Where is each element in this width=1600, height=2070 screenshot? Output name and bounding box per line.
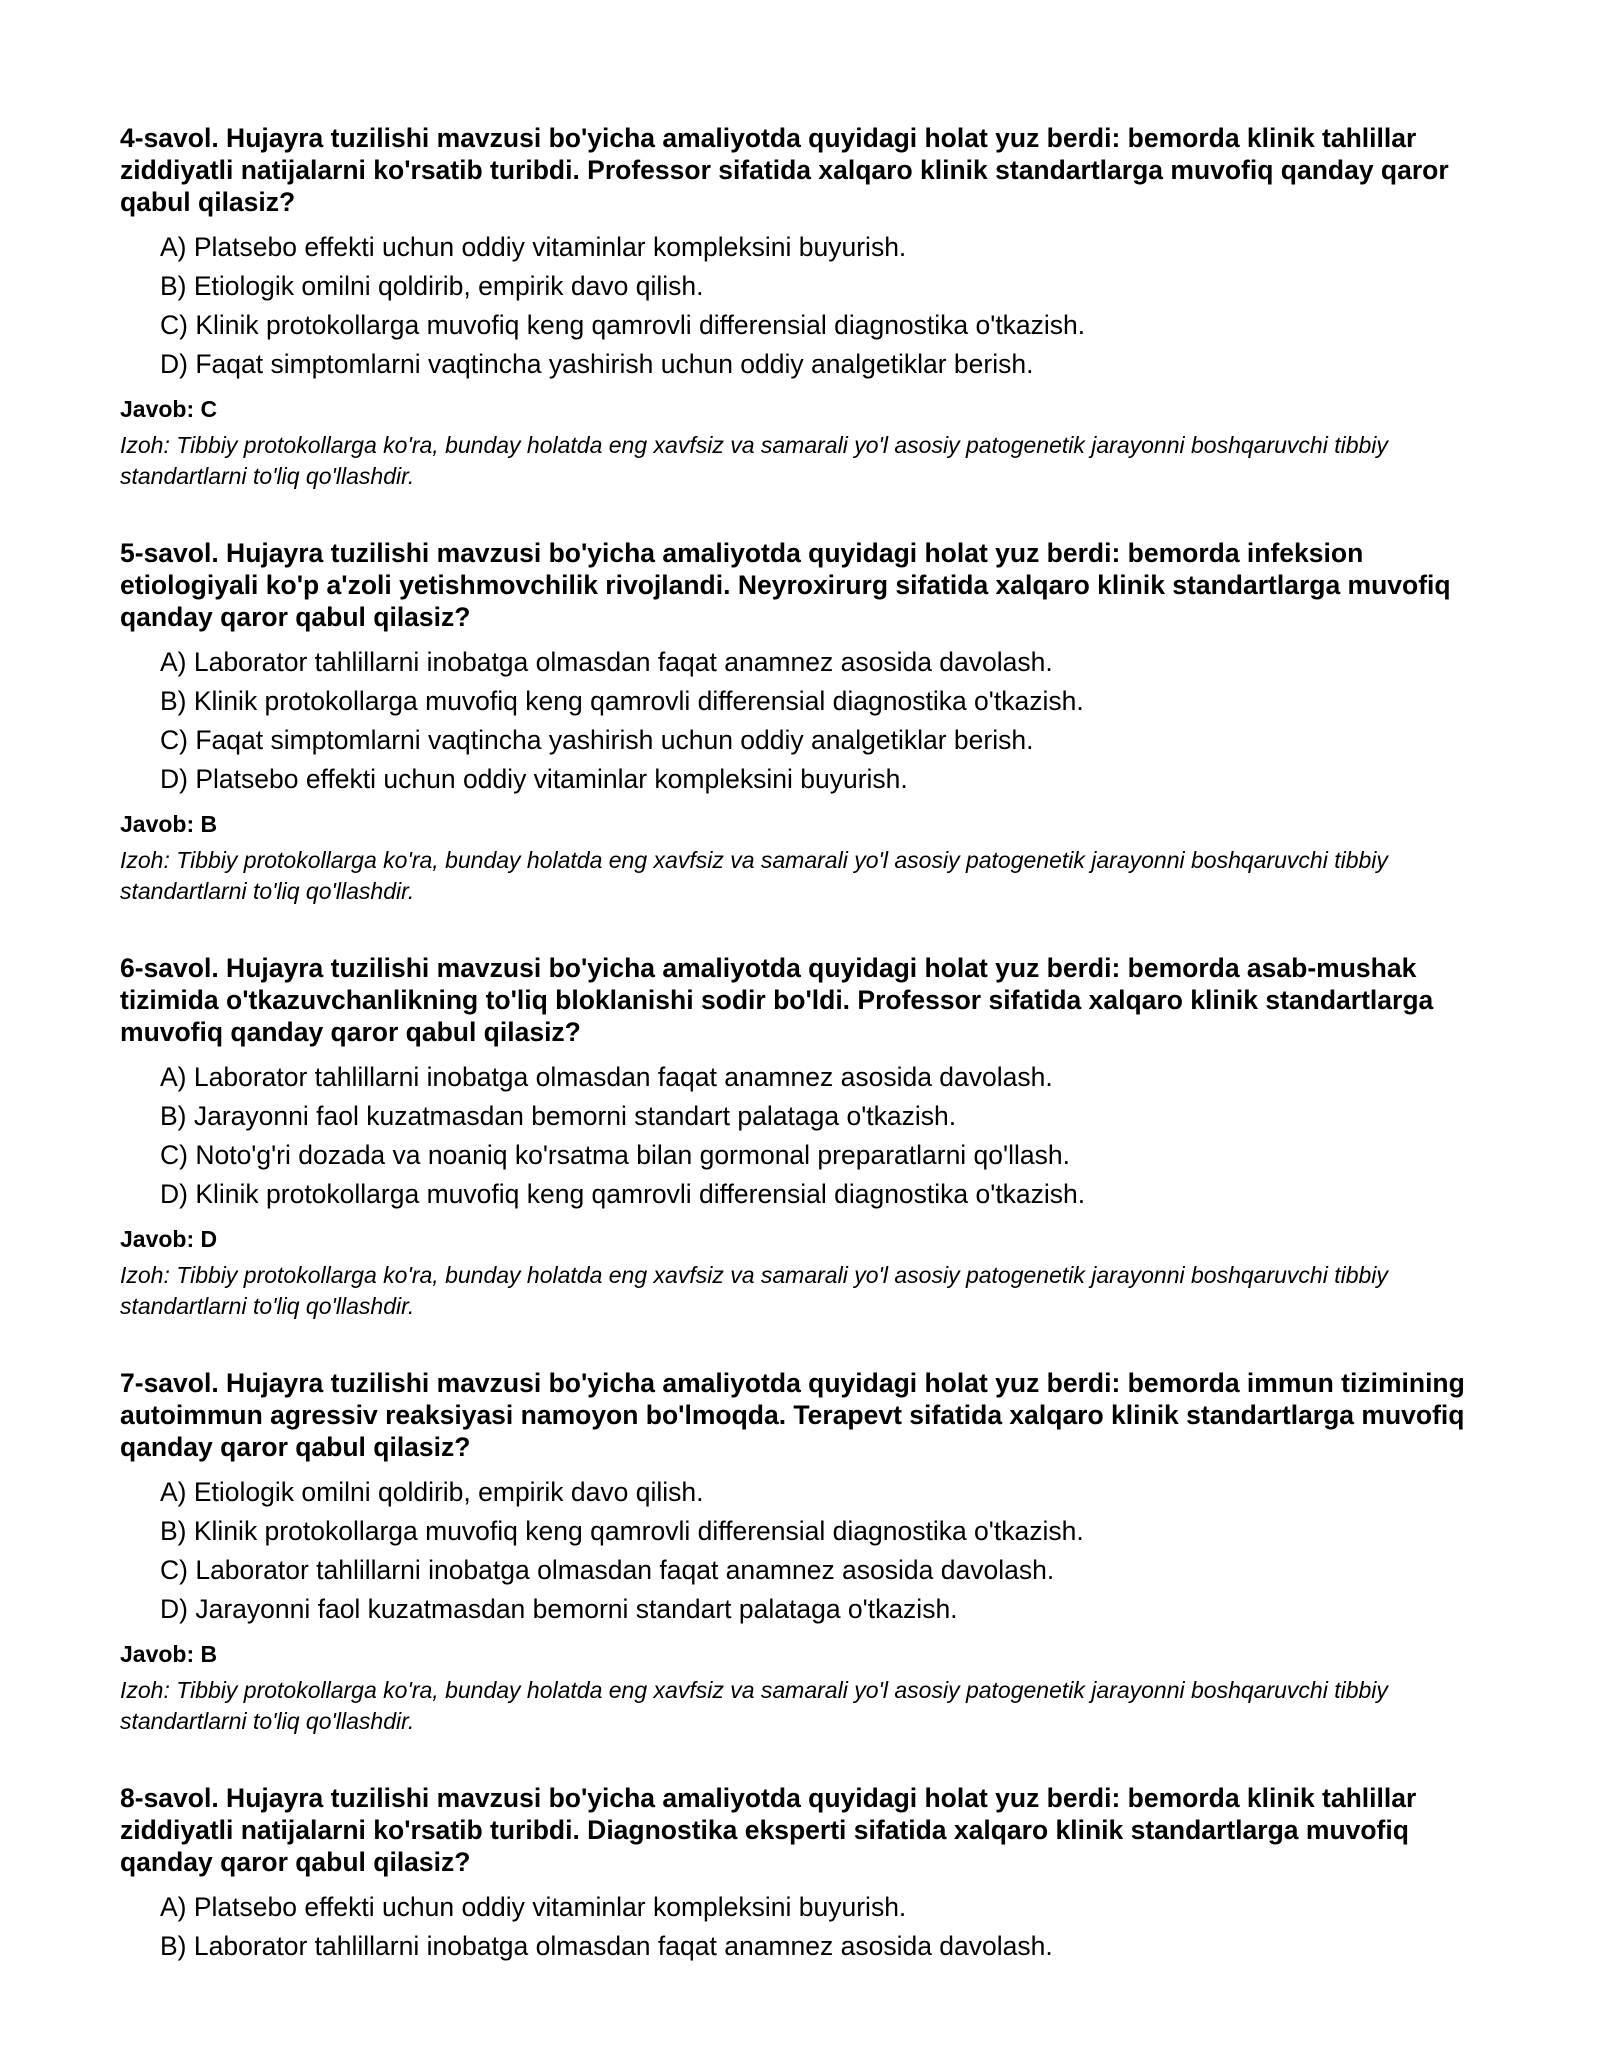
answer-options <box>120 643 1500 799</box>
document-body <box>120 122 1500 2011</box>
question-6 <box>120 952 1500 1322</box>
option-b: B) Klinik protokollarga muvofiq keng qamrovli differensial diagnostika o'tkazish. <box>160 686 1084 716</box>
answer-key: Javob: B <box>120 811 218 837</box>
option-d: D) Platsebo effekti uchun oddiy vitaminlar kompleksini buyurish. <box>160 764 908 794</box>
option-b: B) Laborator tahlillarni inobatga olmasdan faqat anamnez asosida davolash. <box>160 1931 1053 1961</box>
explanation-note: Izoh: Tibbiy protokollarga ko'ra, bunday holatda eng xavfsiz va samarali yo'l asosiy patogenetik jarayonni boshqaruvchi tibbiy standartlarni to'liq qo'llashdir. <box>120 1677 1388 1734</box>
explanation-note: Izoh: Tibbiy protokollarga ko'ra, bunday holatda eng xavfsiz va samarali yo'l asosiy patogenetik jarayonni boshqaruvchi tibbiy standartlarni to'liq qo'llashdir. <box>120 847 1388 904</box>
question-4 <box>120 122 1500 492</box>
option-c: C) Faqat simptomlarni vaqtincha yashirish uchun oddiy analgetiklar berish. <box>160 725 1034 755</box>
explanation-note: Izoh: Tibbiy protokollarga ko'ra, bunday holatda eng xavfsiz va samarali yo'l asosiy patogenetik jarayonni boshqaruvchi tibbiy standartlarni to'liq qo'llashdir. <box>120 432 1388 489</box>
option-d: D) Jarayonni faol kuzatmasdan bemorni standart palataga o'tkazish. <box>160 1594 958 1624</box>
option-d: D) Faqat simptomlarni vaqtincha yashirish uchun oddiy analgetiklar berish. <box>160 349 1034 379</box>
option-c: C) Noto'g'ri dozada va noaniq ko'rsatma bilan gormonal preparatlarni qo'llash. <box>160 1140 1070 1170</box>
option-a: A) Laborator tahlillarni inobatga olmasdan faqat anamnez asosida davolash. <box>160 647 1053 677</box>
answer-key: Javob: D <box>120 1226 218 1252</box>
question-8 <box>120 1782 1500 1966</box>
option-a: A) Etiologik omilni qoldirib, empirik davo qilish. <box>160 1477 704 1507</box>
question-7 <box>120 1367 1500 1737</box>
question-title: 5-savol. Hujayra tuzilishi mavzusi bo'yicha amaliyotda quyidagi holat yuz berdi: bemorda infeksion etiologiyali ko'p a'zoli yetishmovchilik rivojlandi. Neyroxirurg sifatida xalqaro klinik standartlarga muvofiq qanday qaror qabul qilasiz? <box>120 538 1451 632</box>
answer-options <box>120 228 1500 384</box>
answer-key: Javob: B <box>120 1641 218 1667</box>
option-c: C) Laborator tahlillarni inobatga olmasdan faqat anamnez asosida davolash. <box>160 1555 1055 1585</box>
option-b: B) Etiologik omilni qoldirib, empirik davo qilish. <box>160 271 704 301</box>
answer-key: Javob: C <box>120 396 218 422</box>
option-a: A) Laborator tahlillarni inobatga olmasdan faqat anamnez asosida davolash. <box>160 1062 1053 1092</box>
question-title: 4-savol. Hujayra tuzilishi mavzusi bo'yicha amaliyotda quyidagi holat yuz berdi: bemorda klinik tahlillar ziddiyatli natijalarni ko'rsatib turibdi. Professor sifatida xalqaro klinik standartlarga muvofiq qanday qaror qabul qilasiz? <box>120 123 1449 217</box>
option-a: A) Platsebo effekti uchun oddiy vitaminlar kompleksini buyurish. <box>160 232 907 262</box>
option-b: B) Klinik protokollarga muvofiq keng qamrovli differensial diagnostika o'tkazish. <box>160 1516 1084 1546</box>
option-d: D) Klinik protokollarga muvofiq keng qamrovli differensial diagnostika o'tkazish. <box>160 1179 1086 1209</box>
answer-options <box>120 1058 1500 1214</box>
question-5 <box>120 537 1500 907</box>
answer-options <box>120 1888 1500 1966</box>
question-title: 7-savol. Hujayra tuzilishi mavzusi bo'yicha amaliyotda quyidagi holat yuz berdi: bemorda immun tizimining autoimmun agressiv reaksiyasi namoyon bo'lmoqda. Terapevt sifatida xalqaro klinik standartlarga muvofiq qanday qaror qabul qilasiz? <box>120 1368 1465 1462</box>
option-b: B) Jarayonni faol kuzatmasdan bemorni standart palataga o'tkazish. <box>160 1101 957 1131</box>
option-c: C) Klinik protokollarga muvofiq keng qamrovli differensial diagnostika o'tkazish. <box>160 310 1086 340</box>
question-title: 8-savol. Hujayra tuzilishi mavzusi bo'yicha amaliyotda quyidagi holat yuz berdi: bemorda klinik tahlillar ziddiyatli natijalarni ko'rsatib turibdi. Diagnostika eksperti sifatida xalqaro klinik standartlarga muvofiq qanday qaror qabul qilasiz? <box>120 1783 1417 1877</box>
explanation-note: Izoh: Tibbiy protokollarga ko'ra, bunday holatda eng xavfsiz va samarali yo'l asosiy patogenetik jarayonni boshqaruvchi tibbiy standartlarni to'liq qo'llashdir. <box>120 1262 1388 1319</box>
option-a: A) Platsebo effekti uchun oddiy vitaminlar kompleksini buyurish. <box>160 1892 907 1922</box>
question-title: 6-savol. Hujayra tuzilishi mavzusi bo'yicha amaliyotda quyidagi holat yuz berdi: bemorda asab-mushak tizimida o'tkazuvchanlikning to'liq bloklanishi sodir bo'ldi. Professor sifatida xalqaro klinik standartlarga muvofiq qanday qaror qabul qilasiz? <box>120 953 1434 1047</box>
answer-options <box>120 1473 1500 1629</box>
